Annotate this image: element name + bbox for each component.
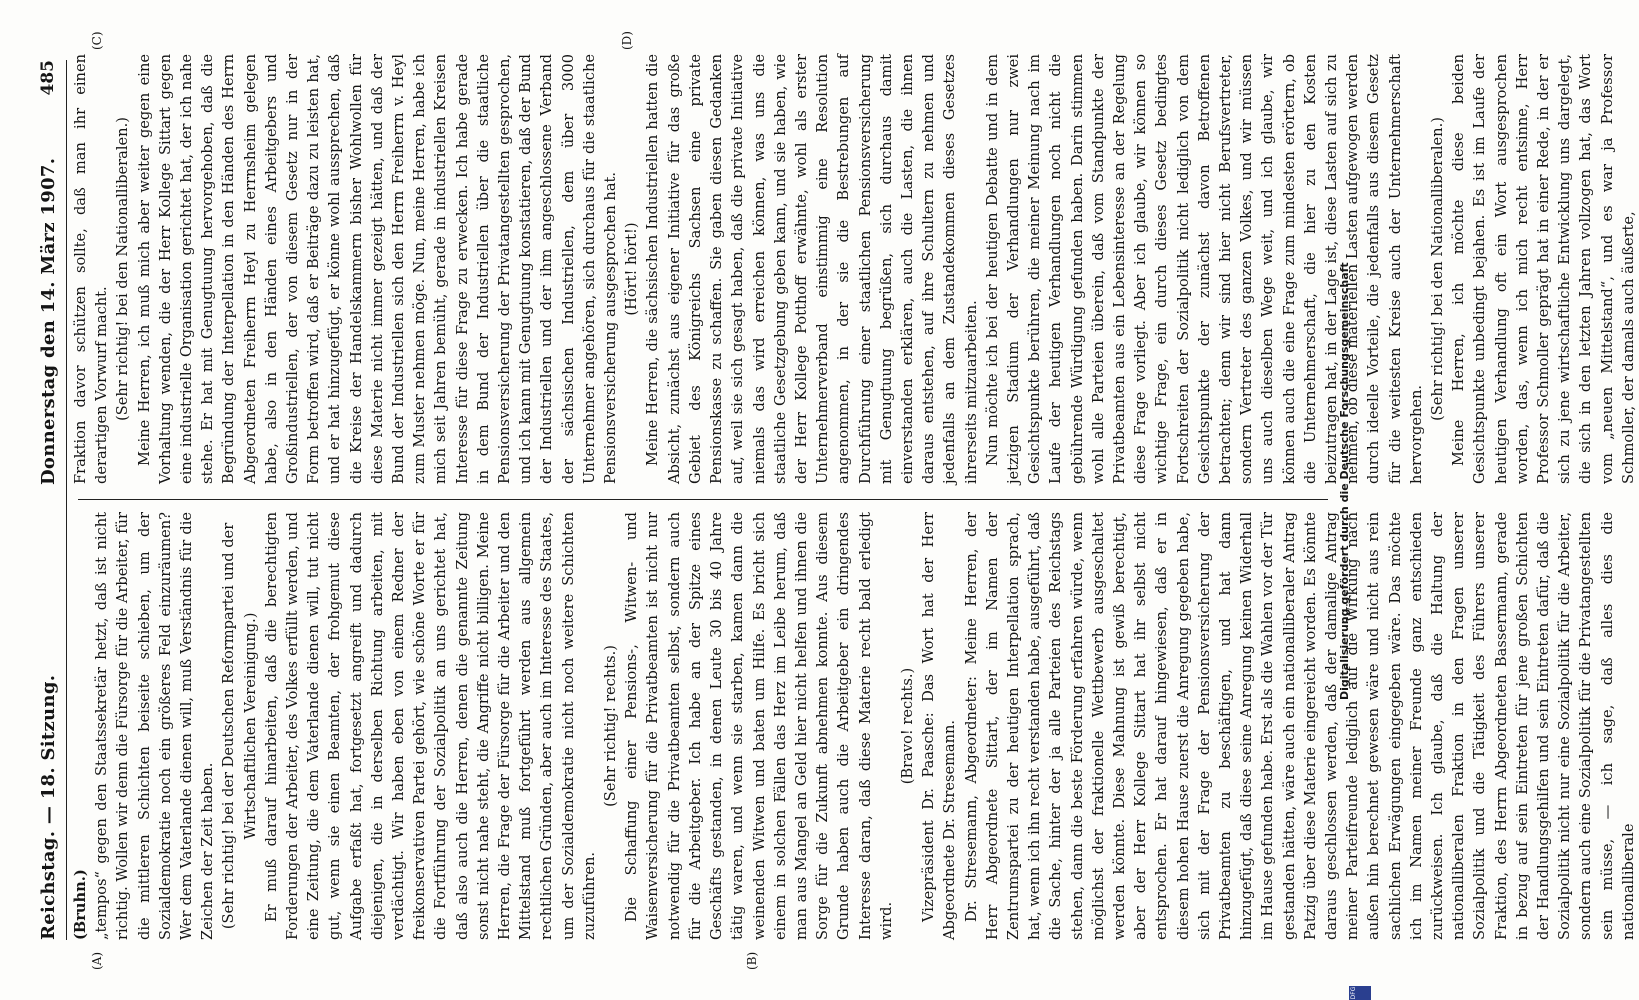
presiding-statement: Vizepräsident Dr. Paasche: Das Wort hat der Herr Abgeordnete Dr. Stresemann. bbox=[920, 512, 959, 940]
paragraph: Nun möchte ich bei der heutigen Debatte und in dem jetzigen Stadium der Verhandlungen nur zwei Gesichtspunkte berühren, die meiner Meinung nach im Laufe der heutigen Verhandlungen noch nicht die gebührende Würdigung gefunden haben. Darin stimmen wohl alle Parteien überein, daß vom Standpunkte der Privatbeamten aus ein Lebensinteresse an der Regelung diese Frage vorliegt. Aber ich glaube, wir können so wichtige Frage, ein durch dieses Gesetz bedingtes Fortschreiten der Sozialpolitik nicht lediglich von dem Gesichtspunkte der zunächst davon Betroffenen betrachten; denn wir sind hier nicht Berufsvertreter, sondern Vertreter des ganzen Volkes, und wir müssen uns auch dieselben Wege weit, und ich glaube, wir können auch die eine Frage zum mindesten erörtern, ob die Unternehmerschaft, die hier zu den Kosten beizutragen hat, in der Lage ist, diese Lasten auf sich zu nehmen, ob diese materiellen Lasten aufgewogen werden durch ideelle Vorteile, die jedenfalls aus diesem Gesetz für die weitesten Kreise auch der Unternehmerschaft hervorgehen. bbox=[983, 54, 1425, 484]
page-number: 485 bbox=[38, 60, 58, 96]
interjection: (Bravo! rechts.) bbox=[898, 667, 916, 785]
paragraph: Dr. Stresemann, Abgeordneter: Meine Herren, der Herr Abgeordnete Sittart, der im Namen der Zentrumspartei zu der heutigen Interpellation sprach, hat, wenn ich ihn recht verstanden habe, ausgeführt, daß die Sache, hinter der ja alle Parteien des Reichstags stehen, dann die beste Förderung erfahren würde, wenn möglichst der fraktionelle Wettbewerb ausgeschaltet werden könnte. Diese Mahnung ist gewiß berechtigt, aber der Herr Kollege Sittart hat ihr selbst nicht entsprochen. Er hat darauf hingewiesen, daß er in diesem hohen Hause zuerst die Anregung gegeben habe, sich mit der Frage der Pensionsversicherung der Privatbeamten zu beschäftigen, und hat dann hinzugefügt, daß diese seine Anregung keinen Widerhall im Hause gefunden habe. Erst als die Wahlen vor der Tür gestanden hätten, wäre auch ein nationalliberaler Antrag Patzig über diese Materie eingereicht worden. Es könnte daraus geschlossen werden, daß der damalige Antrag meiner Parteifreunde lediglich auf die Wirkung nach außen hin berechnet gewesen wäre und nicht aus rein sachlichen Erwägungen eingegeben wäre. Das möchte ich im Namen meiner Freunde ganz entschieden zurückweisen. Ich glaube, daß die Haltung der nationalliberalen Fraktion in den Fragen unserer Sozialpolitik und die Tätigkeit des Führers unserer Fraktion, des Herrn Abgeordneten Bassermann, gerade in bezug auf sein Eintreten für jene großen Schichten der Handlungsgehilfen und sein Eintreten dafür, daß die Sozialpolitik nicht nur eine Sozialpolitik für die Arbeiter, sondern auch eine Sozialpolitik für die Privatangestellten sein müsse, — ich sage, daß alles dies die nationalliberale bbox=[962, 512, 1637, 940]
page-header bbox=[34, 60, 64, 940]
paragraph: Er muß darauf hinarbeiten, daß die berechtigten Forderungen der Arbeiter, des Volkes erfüllt werden, und eine Zeitung, die dem Vaterlande dienen will, tut nicht gut, wenn sie einen Beamten, der frohgemut diese Aufgabe erfaßt hat, fortgesetzt angreift und dadurch diejenigen, die in derselben Richtung arbeiten, mit verdächtigt. Wir haben eben von einem Redner der freikonservativen Partei gehört, wie schöne Worte er für die Fortführung der Sozialpolitik an uns gerichtet hat, daß also auch die Herren, denen die genannte Zeitung sonst nicht nahe steht, die Angriffe nicht billigen. Meine Herren, die Frage der Fürsorge für die Arbeiter und den Mittelstand muß fortgeführt werden aus allgemein rechtlichen Gründen, aber auch im Interesse des Staates, um der Sozialdemokratie nicht noch weitere Schichten zuzuführen. bbox=[262, 511, 598, 940]
paragraph: „tempos“ gegen den Staatssekretär hetzt, daß ist nicht richtig. Wollen wir denn die Fürsorge für die Arbeiter, für die mittleren Schichten beiseite schieben, um der Sozialdemokratie noch ein größeres Feld einzuräumen? Wer dem Vaterlande dienen will, muß Verständnis für die Zeichen der Zeit haben. bbox=[93, 512, 217, 940]
margin-mark-a: (A) bbox=[90, 951, 104, 970]
paragraph: Meine Herren, die sächsischen Industriellen hatten die Absicht, zunächst aus eigener Initiative für das große Gebiet des Königreichs Sachsen eine private Pensionskasse zu schaffen. Sie gaben diesen Gedanken auf, weil sie sich gesagt haben, daß die private Initiative niemals das wird erreichen können, was uns die staatliche Gesetzgebung geben kann, und sie haben, wie der Herr Kollege Potthoff erwähnte, wohl als erster Unternehmerverband einstimmig eine Resolution angenommen, in der sie die Bestrebungen auf Durchführung einer staatlichen Pensionsversicherung mit Genugtuung begrüßen, sich durchaus damit einverstanden erklären, auch die Lasten, die ihnen daraus entstehen, auf ihre Schultern zu nehmen und jedenfalls an dem Zustandekommen dieses Gesetzes ihrerseits mitzuarbeiten. bbox=[644, 54, 980, 484]
digitization-credit: Digitalisierung gefördert durch die Deutsche Forschungsgemeinschaft bbox=[1338, 262, 1351, 700]
interjection: (Sehr richtig! rechts.) bbox=[602, 645, 620, 807]
header-left-title: Reichstag. — 18. Sitzung. bbox=[38, 674, 59, 940]
margin-mark-b: (B) bbox=[745, 951, 759, 970]
header-rule bbox=[66, 60, 67, 940]
column-divider bbox=[78, 499, 1328, 500]
margin-mark-c: (C) bbox=[90, 31, 104, 50]
header-date: Donnerstag den 14. März 1907. bbox=[38, 157, 59, 485]
paragraph: Meine Herren, ich muß mich aber weiter gegen eine Vorhaltung wenden, die der Herr Kollege Sittart gegen eine industrielle Organisation gerichtet hat, der ich nahe stehe. Er hat mit Genugtuung hervorgehoben, daß die Begründung der Interpellation in den Händen des Herrn Abgeordneten Freiherrn Heyl zu Herrnsheim gelegen habe, also in den Händen eines Arbeitgebers und Großindustriellen, der von diesem Gesetz nur in der Form betroffen wird, daß er Beiträge dazu zu leisten hat, und er hat hinzugefügt, er könne wohl aussprechen, daß die Kreise der Handelskammern bisher Wohlwollen für diese Materie nicht immer gezeigt hätten, und daß der Bund der Industriellen sich den Herrn Freiherrn v. Heyl zum Muster nehmen möge. Nun, meine Herren, habe ich mich seit Jahren bemüht, gerade in industriellen Kreisen Interesse für diese Frage zu erwecken. Ich habe gerade in dem Bund der Industriellen über die staatliche Pensionsversicherung der Privatangestellten gesprochen, und ich kann mit Genugtuung konstatieren, daß der Bund der Industriellen und der ihm angeschlossene Verband der sächsischen Industriellen, dem über 3000 Unternehmer angehören, sich durchaus für die staatliche Pensionsversicherung ausgesprochen hat. bbox=[135, 54, 620, 484]
paragraph: Die Schaffung einer Pensions-, Witwen- und Waisenversicherung für die Privatbeamten ist nicht nur notwendig für die Privatbeamten selbst, sondern auch für die Arbeitgeber. Ich habe an der Spitze eines Geschäfts gestanden, in denen Leute 30 bis 40 Jahre tätig waren, und wenn sie starben, kamen dann die weinenden Witwen und baten um Hilfe. Es bricht sich einem in solchen Fällen das Herz im Leibe herum, daß man aus Mangel an Geld hier nicht helfen und ihnen die Sorge für die Zukunft abnehmen konnte. Aus diesem Grunde haben auch die Arbeitgeber ein dringendes Interesse daran, daß diese Materie recht bald erledigt wird. bbox=[623, 512, 895, 940]
dfg-logo bbox=[1349, 986, 1371, 1000]
left-column bbox=[70, 511, 1637, 940]
paragraph: Fraktion davor schützen sollte, daß man ihr einen derartigen Vorwurf macht. bbox=[72, 54, 111, 484]
dfg-logo-text: DFG bbox=[1350, 986, 1357, 1000]
speaker-tag: (Bruhn.) bbox=[72, 869, 89, 940]
paragraph: Meine Herren, ich möchte diese beiden Gesichtspunkte unbedingt bejahen. Es ist im Laufe der heutigen Verhandlung oft ein Wort ausgesprochen worden, das, wenn ich mich recht entsinne, Herr Professor Schmoller geprägt hat in einer Rede, in der er sich zu jene wirtschaftliche Entwicklung uns dargelegt, die sich in den letzten Jahren vollzogen hat, das Wort vom „neuen Mittelstand“, und es war ja Professor Schmoller, der damals auch äußerte, bbox=[1450, 54, 1637, 484]
interjection: (Hört! hört!) bbox=[623, 222, 641, 316]
interjection: (Sehr richtig! bei den Nationalliberalen.) bbox=[114, 117, 132, 421]
interjection: (Sehr richtig! bei den Nationalliberalen.) bbox=[1429, 117, 1446, 421]
interjection: (Sehr richtig! bei der Deutschen Reformpartei und der Wirtschaftlichen Vereinigung.) bbox=[220, 522, 259, 930]
margin-mark-d: (D) bbox=[620, 31, 634, 50]
